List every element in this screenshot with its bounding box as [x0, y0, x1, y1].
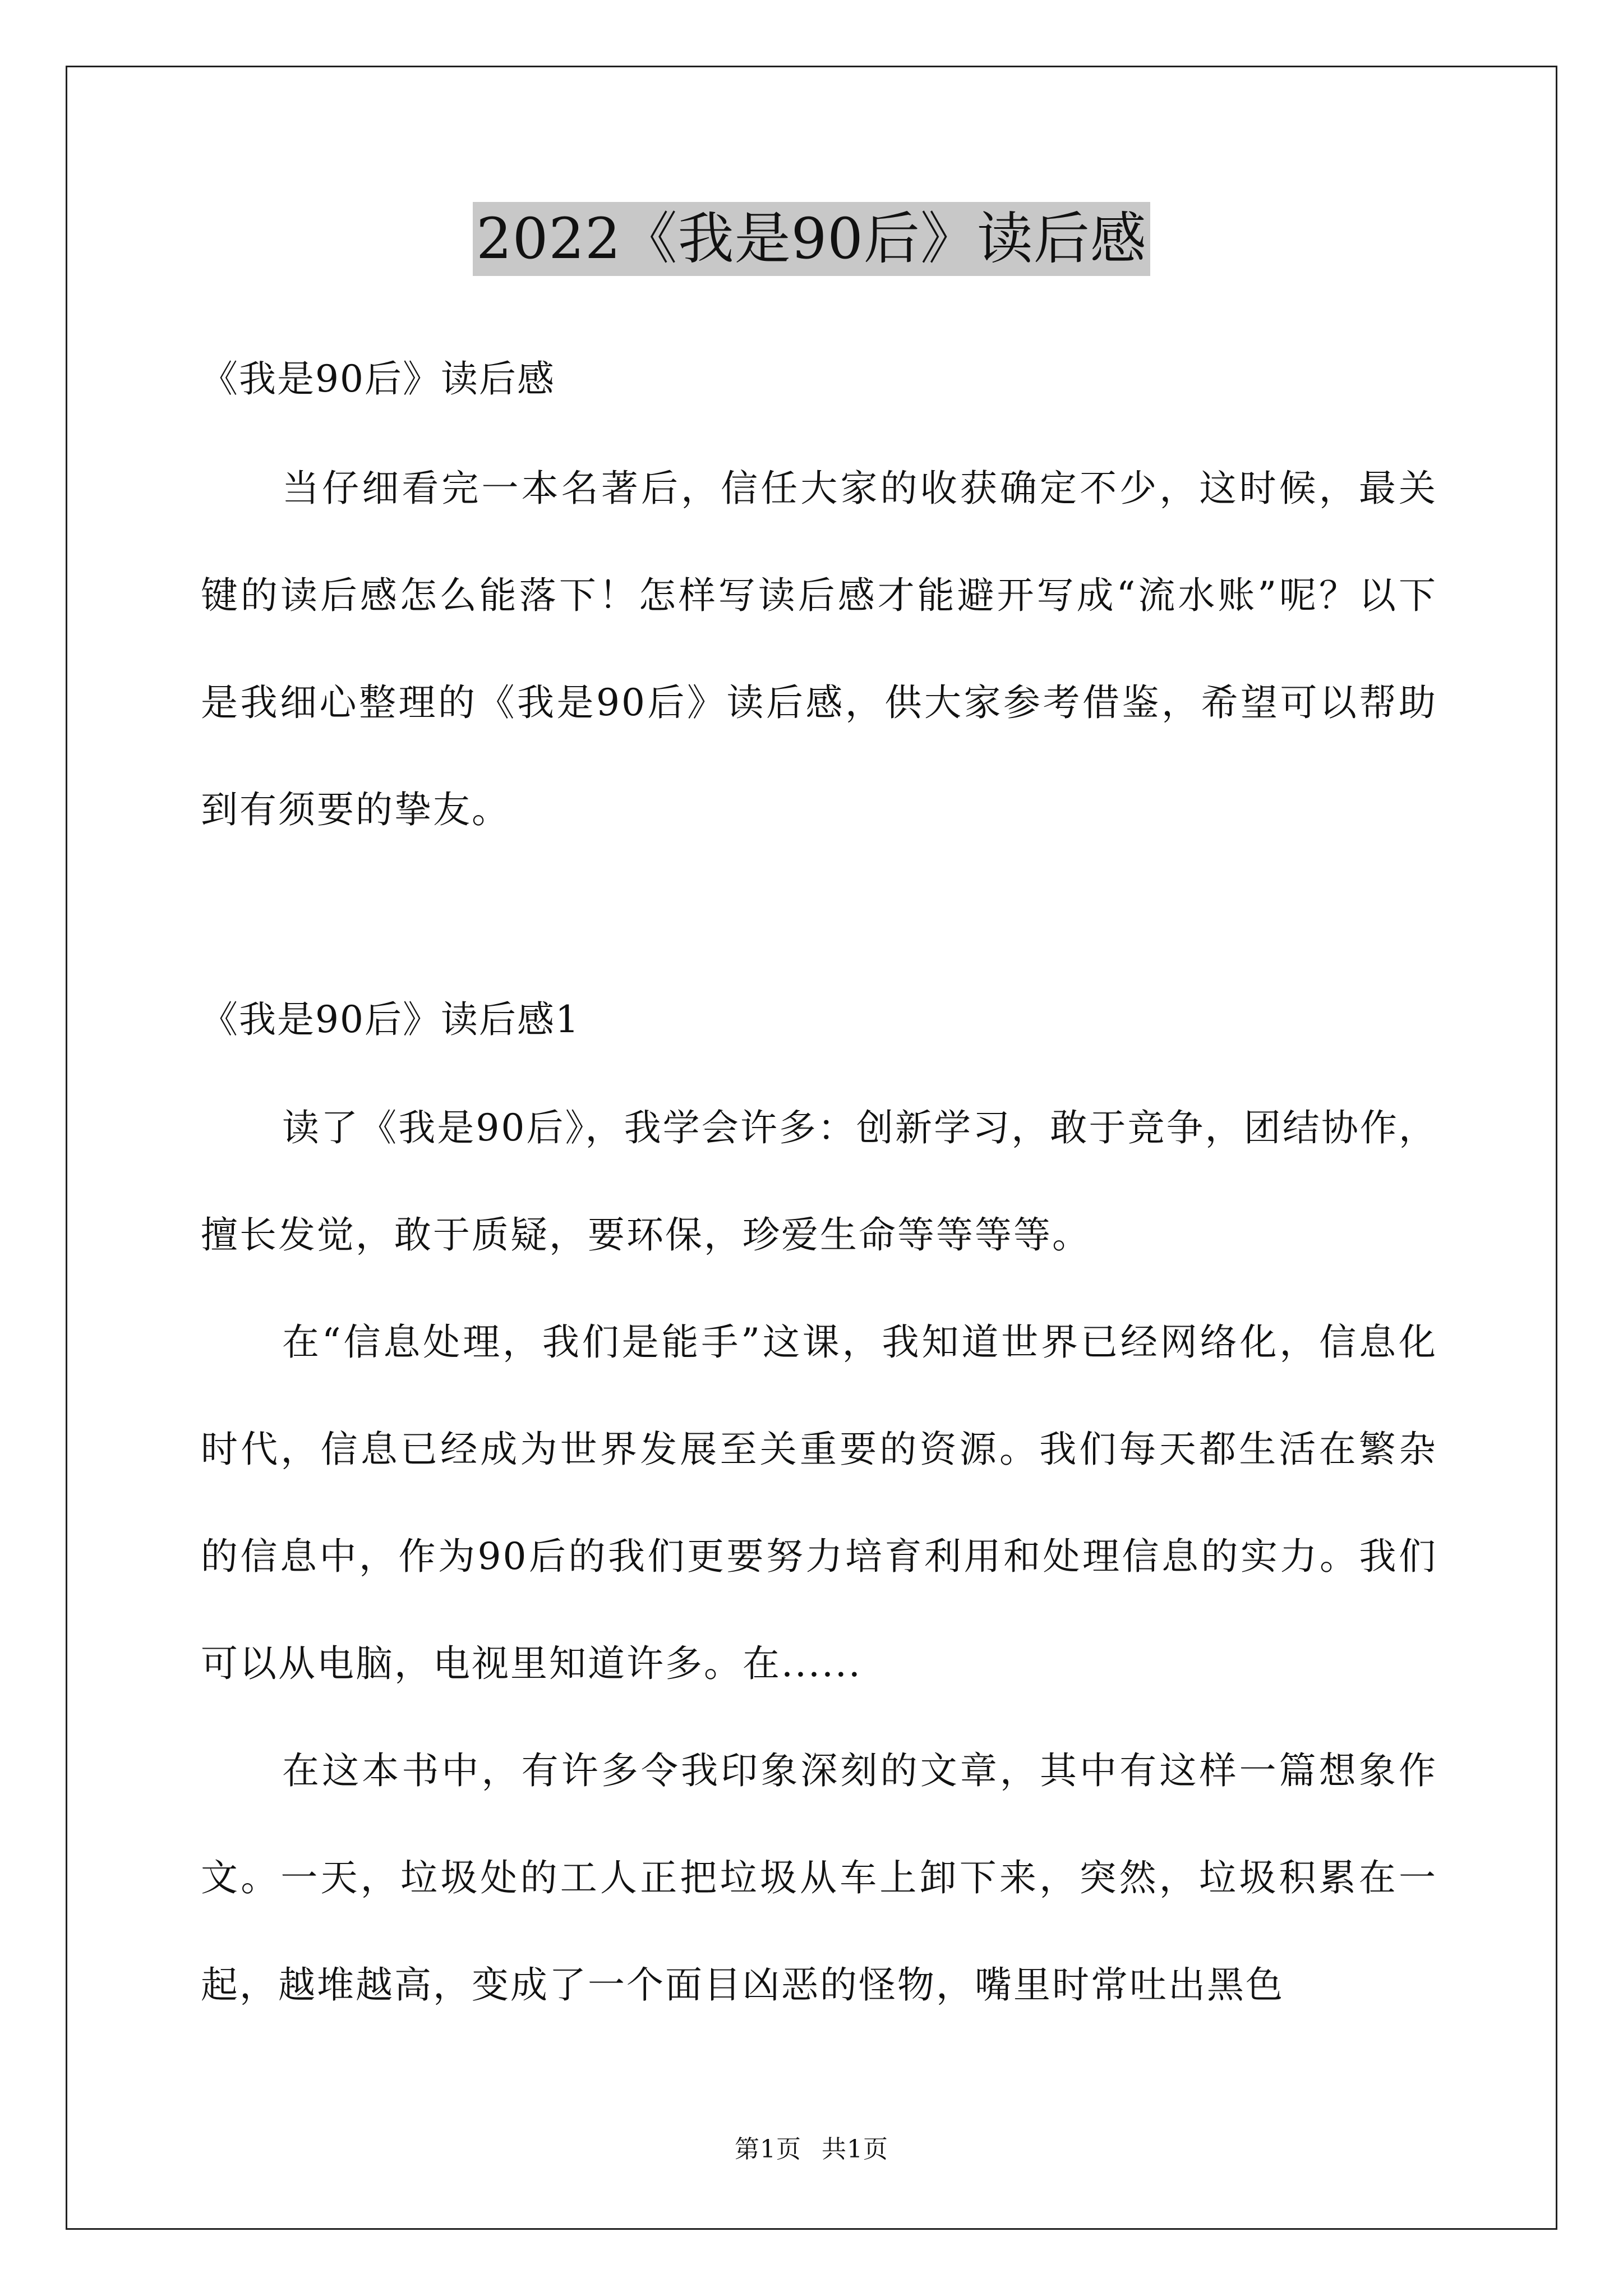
section-body: [201, 1074, 1437, 2039]
page-total: 共1页: [822, 2135, 888, 2164]
title-container: [0, 202, 1623, 276]
section-heading: 《我是90后》读后感1: [201, 998, 580, 1041]
page-footer: [0, 2129, 1623, 2165]
paragraph: 在这本书中，有许多令我印象深刻的文章，其中有这样一篇想象作文。一天，垃圾处的工人正把垃圾从车上卸下来，突然，垃圾积累在一起，越堆越高，变成了一个面目凶恶的怪物，嘴里时常吐出黑色: [201, 1749, 1437, 2007]
page-number: 第1页: [735, 2135, 801, 2164]
subtitle-heading: 《我是90后》读后感: [201, 357, 555, 401]
document-title: 2022《我是90后》读后感: [473, 202, 1150, 276]
paragraph: 读了《我是90后》，我学会许多：创新学习，敢于竞争，团结协作，擅长发觉，敢于质疑，要环保，珍爱生命等等等等。: [201, 1106, 1437, 1257]
intro-block: [201, 435, 1437, 863]
paragraph: 在“信息处理，我们是能手”这课，我知道世界已经网络化，信息化时代，信息已经成为世界发展至关重要的资源。我们每天都生活在繁杂的信息中，作为90后的我们更要努力培育利用和处理信息的实力。我们可以从电脑，电视里知道许多。在......: [201, 1320, 1437, 1685]
intro-paragraph: 当仔细看完一本名著后，信任大家的收获确定不少，这时候，最关键的读后感怎么能落下！怎样写读后感才能避开写成“流水账”呢？以下是我细心整理的《我是90后》读后感，供大家参考借鉴，希望可以帮助到有须要的挚友。: [201, 467, 1437, 831]
